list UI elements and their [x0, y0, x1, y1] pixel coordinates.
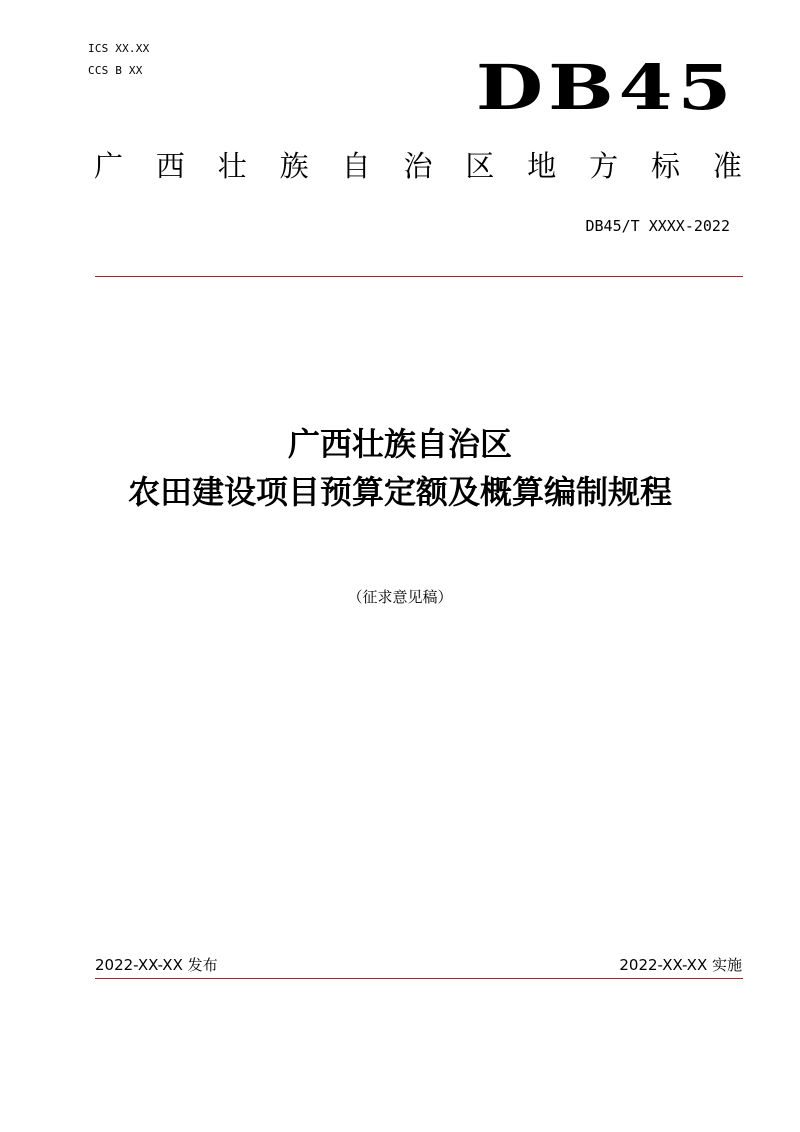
- document-title: [0, 420, 800, 516]
- standard-type-char: 广: [94, 149, 124, 183]
- title-line-2: 农田建设项目预算定额及概算编制规程: [127, 473, 672, 511]
- footer-divider: [95, 978, 743, 979]
- standard-type-char: 族: [279, 149, 309, 183]
- standard-type-char: 地: [527, 149, 557, 183]
- standard-type-heading: [94, 146, 742, 186]
- ics-code: ICS XX.XX: [88, 42, 150, 55]
- standard-type-char: 区: [465, 149, 495, 183]
- ccs-code: CCS B XX: [88, 64, 143, 77]
- standard-type-char: 壮: [217, 149, 247, 183]
- standard-type-char: 西: [155, 149, 185, 183]
- standard-logo: DB45: [475, 51, 736, 124]
- standard-number: DB45/T XXXX-2022: [585, 217, 730, 235]
- standard-type-char: 自: [341, 149, 371, 183]
- header-divider: [95, 276, 743, 277]
- implementation-date: 2022-XX-XX 实施: [619, 956, 742, 974]
- standard-type-char: 方: [589, 149, 619, 183]
- standard-type-char: 标: [651, 149, 681, 183]
- standard-type-char: 准: [712, 149, 742, 183]
- title-line-1: 广西壮族自治区: [287, 425, 512, 463]
- draft-status: （征求意见稿）: [347, 588, 453, 606]
- issue-date: 2022-XX-XX 发布: [95, 956, 218, 974]
- standard-type-char: 治: [403, 149, 433, 183]
